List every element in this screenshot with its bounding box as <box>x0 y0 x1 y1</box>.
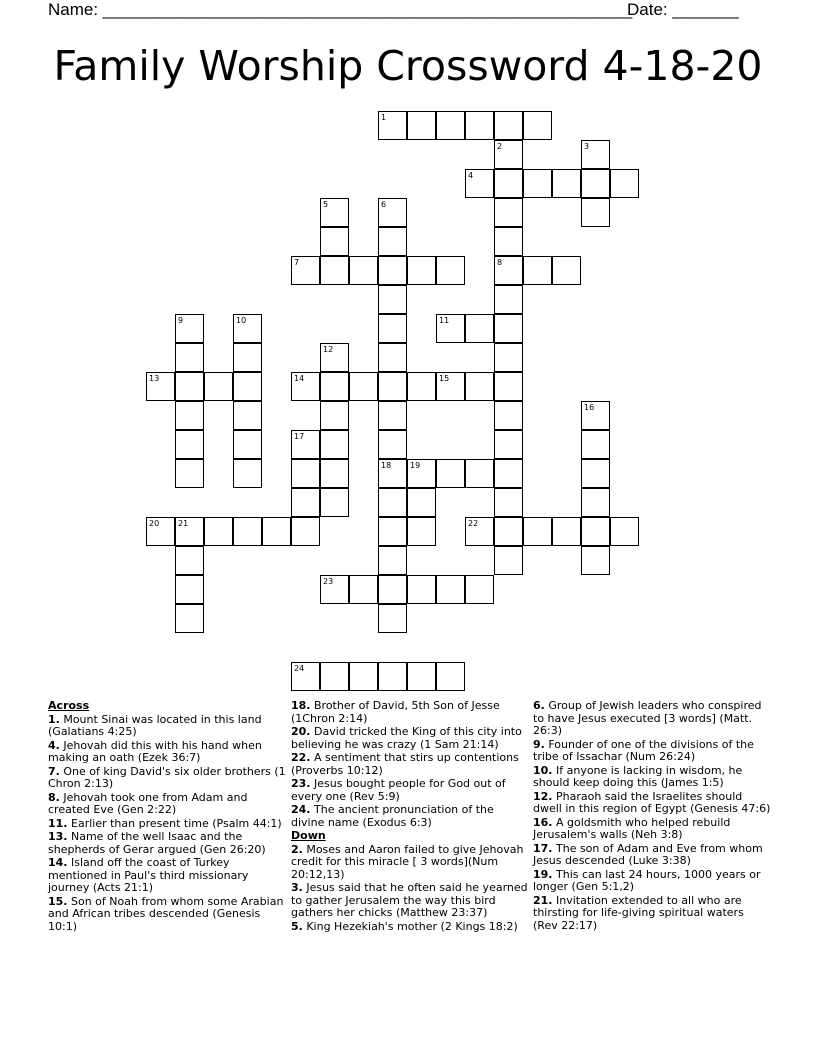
clue-number: 4 <box>468 171 474 180</box>
grid-cell[interactable] <box>494 111 523 140</box>
grid-cell[interactable] <box>494 169 523 198</box>
grid-cell[interactable] <box>523 111 552 140</box>
clue-item-text: Jehovah took one from Adam and created Eve (Gen 2:22) <box>48 790 248 816</box>
clue-item <box>291 882 529 920</box>
grid-cell[interactable] <box>378 488 407 517</box>
clue-item-number: 22. <box>291 751 311 764</box>
grid-cell[interactable] <box>233 459 262 488</box>
grid-cell[interactable] <box>581 198 610 227</box>
clue-item-number: 23. <box>291 777 311 790</box>
clue-number: 22 <box>468 519 479 528</box>
grid-cell-2[interactable] <box>494 140 523 169</box>
grid-cell[interactable] <box>581 546 610 575</box>
grid-cell-24[interactable] <box>291 662 320 691</box>
clue-item-number: 11. <box>48 816 68 830</box>
clue-item-text: A goldsmith who helped rebuild Jerusalem's walls (Neh 3:8) <box>533 815 731 841</box>
grid-cell-20[interactable] <box>146 517 175 546</box>
grid-cell[interactable] <box>320 401 349 430</box>
grid-cell[interactable] <box>349 372 378 401</box>
grid-cell[interactable] <box>465 459 494 488</box>
grid-cell[interactable] <box>465 372 494 401</box>
grid-cell[interactable] <box>349 256 378 285</box>
clue-item-text: Mount Sinai was located in this land (Galatians 4:25) <box>48 712 262 738</box>
grid-cell-19[interactable] <box>407 459 436 488</box>
grid-cell[interactable] <box>436 256 465 285</box>
clue-item-text: Son of Noah from whom some Arabian and African tribes descended (Genesis 10:1) <box>48 894 284 933</box>
grid-cell[interactable] <box>465 575 494 604</box>
grid-cell[interactable] <box>523 256 552 285</box>
clue-item-number: 10. <box>533 763 553 777</box>
clue-item-number: 12. <box>533 789 553 803</box>
clue-item-text: The ancient pronunciation of the divine name (Exodus 6:3) <box>291 803 494 829</box>
grid-cell[interactable] <box>378 372 407 401</box>
grid-cell-15[interactable] <box>436 372 465 401</box>
clue-item-number: 24. <box>291 803 311 816</box>
clue-number: 21 <box>178 519 189 528</box>
clue-item-text: The son of Adam and Eve from whom Jesus descended (Luke 3:38) <box>533 841 763 867</box>
grid-cell[interactable] <box>494 314 523 343</box>
clue-item-text: Jehovah did this with his hand when making an oath (Ezek 36:7) <box>48 738 262 764</box>
clue-item-number: 13. <box>48 830 68 843</box>
clue-column-1 <box>48 700 286 934</box>
clue-item-number: 4. <box>48 738 60 752</box>
clue-number: 16 <box>584 403 595 412</box>
clue-item-number: 15. <box>48 894 68 908</box>
grid-cell[interactable] <box>552 256 581 285</box>
clue-column-3 <box>533 700 771 933</box>
grid-cell[interactable] <box>494 517 523 546</box>
clue-item-text: King Hezekiah's mother (2 Kings 18:2) <box>302 919 518 933</box>
date-field-label[interactable]: Date: _______ <box>627 0 739 19</box>
grid-cell[interactable] <box>378 343 407 372</box>
clue-item-text: Invitation extended to all who are thirsting for life-giving spiritual waters (Rev 22:17) <box>533 893 744 932</box>
grid-cell[interactable] <box>407 111 436 140</box>
clue-item-text: A sentiment that stirs up contentions (Proverbs 10:12) <box>291 751 519 777</box>
grid-cell[interactable] <box>494 488 523 517</box>
down-heading: Down <box>291 829 326 842</box>
clue-number: 17 <box>294 432 305 441</box>
clue-number: 23 <box>323 577 334 586</box>
clue-item-text: Earlier than present time (Psalm 44:1) <box>67 816 282 830</box>
grid-cell-14[interactable] <box>291 372 320 401</box>
grid-cell[interactable] <box>233 343 262 372</box>
clue-number: 18 <box>381 461 392 470</box>
clue-item <box>291 726 529 751</box>
grid-cell[interactable] <box>349 575 378 604</box>
grid-cell[interactable] <box>320 459 349 488</box>
grid-cell[interactable] <box>552 169 581 198</box>
grid-cell[interactable] <box>320 430 349 459</box>
grid-cell[interactable] <box>494 343 523 372</box>
clue-item <box>291 752 529 777</box>
clue-item <box>48 714 286 739</box>
grid-cell-22[interactable] <box>465 517 494 546</box>
grid-cell[interactable] <box>581 517 610 546</box>
clue-item-text: This can last 24 hours, 1000 years or longer (Gen 5:1,2) <box>533 867 761 893</box>
grid-cell[interactable] <box>494 459 523 488</box>
clue-item <box>533 700 771 738</box>
grid-cell-8[interactable] <box>494 256 523 285</box>
grid-cell[interactable] <box>233 430 262 459</box>
clue-item <box>533 869 771 894</box>
grid-cell[interactable] <box>552 517 581 546</box>
grid-cell[interactable] <box>320 372 349 401</box>
clue-item-number: 16. <box>533 815 553 829</box>
grid-cell[interactable] <box>436 662 465 691</box>
clue-item <box>533 765 771 790</box>
clue-number: 1 <box>381 113 387 122</box>
grid-cell-9[interactable] <box>175 314 204 343</box>
clue-item-text: One of king David's six older brothers (1 Chron 2:13) <box>48 764 286 790</box>
grid-cell[interactable] <box>581 459 610 488</box>
clue-item <box>48 818 286 831</box>
grid-cell[interactable] <box>291 517 320 546</box>
clue-item <box>291 844 529 882</box>
clue-item-number: 21. <box>533 893 553 907</box>
grid-cell[interactable] <box>175 372 204 401</box>
clue-item-text: Jesus said that he often said he yearned to gather Jerusalem the way this bird gathers her chicks (Matthew 23:37) <box>291 881 528 919</box>
grid-cell[interactable] <box>378 517 407 546</box>
grid-cell[interactable] <box>407 517 436 546</box>
clue-item <box>291 804 529 829</box>
clue-number: 8 <box>497 258 503 267</box>
clue-item-number: 9. <box>533 737 545 751</box>
grid-cell[interactable] <box>320 227 349 256</box>
grid-cell[interactable] <box>407 662 436 691</box>
grid-cell[interactable] <box>523 517 552 546</box>
grid-cell[interactable] <box>610 169 639 198</box>
clue-item-number: 5. <box>291 919 303 933</box>
clue-item-number: 19. <box>533 867 553 881</box>
clue-item-number: 7. <box>48 764 60 778</box>
grid-cell[interactable] <box>494 401 523 430</box>
clue-number: 19 <box>410 461 421 470</box>
clue-number: 2 <box>497 142 503 151</box>
across-heading: Across <box>48 699 90 712</box>
grid-cell[interactable] <box>378 227 407 256</box>
grid-cell[interactable] <box>320 256 349 285</box>
grid-cell[interactable] <box>436 575 465 604</box>
grid-cell[interactable] <box>378 662 407 691</box>
clue-number: 11 <box>439 316 450 325</box>
clue-item <box>48 857 286 895</box>
grid-cell[interactable] <box>581 169 610 198</box>
clue-item-number: 3. <box>291 881 303 894</box>
grid-cell-13[interactable] <box>146 372 175 401</box>
clue-item-text: Island off the coast of Turkey mentioned in Paul's third missionary journey (Acts 21:1) <box>48 856 249 894</box>
grid-cell[interactable] <box>320 662 349 691</box>
clue-item-text: Jesus bought people for God out of every one (Rev 5:9) <box>291 777 506 803</box>
grid-cell[interactable] <box>494 430 523 459</box>
clue-item-text: Pharaoh said the Israelites should dwell in this region of Egypt (Genesis 47:6) <box>533 789 771 815</box>
grid-cell-1[interactable] <box>378 111 407 140</box>
clue-item-text: Group of Jewish leaders who conspired to have Jesus executed [3 words] (Matt. 26:3) <box>533 699 762 737</box>
grid-cell[interactable] <box>175 401 204 430</box>
grid-cell[interactable] <box>175 575 204 604</box>
grid-cell[interactable] <box>494 198 523 227</box>
grid-cell[interactable] <box>436 111 465 140</box>
clue-item <box>291 921 529 934</box>
clue-item <box>48 740 286 765</box>
grid-cell-16[interactable] <box>581 401 610 430</box>
clue-item <box>48 766 286 791</box>
grid-cell[interactable] <box>407 575 436 604</box>
grid-cell[interactable] <box>175 430 204 459</box>
clue-number: 12 <box>323 345 334 354</box>
grid-cell[interactable] <box>378 401 407 430</box>
clue-item-number: 20. <box>291 725 311 738</box>
grid-cell[interactable] <box>378 285 407 314</box>
grid-cell[interactable] <box>262 517 291 546</box>
grid-cell-7[interactable] <box>291 256 320 285</box>
grid-cell[interactable] <box>378 430 407 459</box>
clue-item-text: Moses and Aaron failed to give Jehovah credit for this miracle [ 3 words](Num 20:12,13) <box>291 842 524 881</box>
clue-item-number: 18. <box>291 699 311 712</box>
grid-cell[interactable] <box>407 372 436 401</box>
clue-number: 9 <box>178 316 184 325</box>
clue-item-text: Founder of one of the divisions of the tribe of Issachar (Num 26:24) <box>533 737 754 763</box>
grid-cell-23[interactable] <box>320 575 349 604</box>
clue-item-number: 1. <box>48 712 60 726</box>
grid-cell[interactable] <box>581 430 610 459</box>
grid-cell-18[interactable] <box>378 459 407 488</box>
clue-item-number: 8. <box>48 790 60 804</box>
clue-item <box>48 831 286 856</box>
clue-item <box>533 791 771 816</box>
name-field-label[interactable]: Name: ________________________________________________________ <box>48 0 633 19</box>
grid-cell[interactable] <box>204 372 233 401</box>
grid-cell[interactable] <box>407 256 436 285</box>
grid-cell[interactable] <box>175 343 204 372</box>
clue-item <box>48 896 286 934</box>
grid-cell[interactable] <box>494 546 523 575</box>
grid-cell[interactable] <box>465 314 494 343</box>
clue-number: 7 <box>294 258 300 267</box>
clue-item <box>48 792 286 817</box>
grid-cell[interactable] <box>610 517 639 546</box>
grid-cell[interactable] <box>233 517 262 546</box>
grid-cell[interactable] <box>378 546 407 575</box>
clue-item-number: 17. <box>533 841 553 855</box>
grid-cell[interactable] <box>581 488 610 517</box>
clue-number: 20 <box>149 519 160 528</box>
clue-item <box>533 739 771 764</box>
grid-cell[interactable] <box>407 488 436 517</box>
clue-column-2 <box>291 700 529 934</box>
grid-cell[interactable] <box>291 459 320 488</box>
grid-cell-10[interactable] <box>233 314 262 343</box>
grid-cell[interactable] <box>494 372 523 401</box>
grid-cell[interactable] <box>378 314 407 343</box>
grid-cell[interactable] <box>378 256 407 285</box>
grid-cell[interactable] <box>494 285 523 314</box>
clue-number: 13 <box>149 374 160 383</box>
clue-item-number: 6. <box>533 699 545 712</box>
page-title: Family Worship Crossword 4-18-20 <box>53 42 763 90</box>
grid-cell[interactable] <box>465 111 494 140</box>
clue-item-text: If anyone is lacking in wisdom, he should keep doing this (James 1:5) <box>533 763 743 789</box>
clue-number: 14 <box>294 374 305 383</box>
clue-item-text: David tricked the King of this city into believing he was crazy (1 Sam 21:14) <box>291 725 522 751</box>
grid-cell[interactable] <box>175 546 204 575</box>
clue-item-text: Name of the well Isaac and the shepherds of Gerar argued (Gen 26:20) <box>48 830 266 856</box>
grid-cell[interactable] <box>204 517 233 546</box>
clue-item-number: 14. <box>48 856 68 869</box>
clue-number: 5 <box>323 200 329 209</box>
grid-cell[interactable] <box>523 169 552 198</box>
down-clue-list-continued <box>533 700 771 932</box>
grid-cell[interactable] <box>320 488 349 517</box>
across-clue-list <box>48 714 286 934</box>
clue-number: 24 <box>294 664 305 673</box>
grid-cell[interactable] <box>349 662 378 691</box>
clue-item <box>533 843 771 868</box>
grid-cell-5[interactable] <box>320 198 349 227</box>
grid-cell-17[interactable] <box>291 430 320 459</box>
clue-item-number: 2. <box>291 842 303 856</box>
across-clue-list-continued <box>291 700 529 829</box>
grid-cell[interactable] <box>233 372 262 401</box>
down-clue-list <box>291 844 529 934</box>
grid-cell-11[interactable] <box>436 314 465 343</box>
clue-number: 10 <box>236 316 247 325</box>
grid-cell[interactable] <box>175 604 204 633</box>
grid-cell[interactable] <box>436 459 465 488</box>
grid-cell-12[interactable] <box>320 343 349 372</box>
grid-cell-6[interactable] <box>378 198 407 227</box>
grid-cell[interactable] <box>378 604 407 633</box>
grid-cell-3[interactable] <box>581 140 610 169</box>
clue-number: 3 <box>584 142 590 151</box>
clue-item <box>533 895 771 933</box>
grid-cell-21[interactable] <box>175 517 204 546</box>
clue-item <box>533 817 771 842</box>
grid-cell-4[interactable] <box>465 169 494 198</box>
clue-item <box>291 700 529 725</box>
clue-item <box>291 778 529 803</box>
grid-cell[interactable] <box>494 227 523 256</box>
grid-cell[interactable] <box>378 575 407 604</box>
clue-item-text: Brother of David, 5th Son of Jesse (1Chron 2:14) <box>291 699 500 725</box>
clue-number: 15 <box>439 374 450 383</box>
clue-number: 6 <box>381 200 387 209</box>
grid-cell[interactable] <box>291 488 320 517</box>
grid-cell[interactable] <box>175 459 204 488</box>
grid-cell[interactable] <box>233 401 262 430</box>
